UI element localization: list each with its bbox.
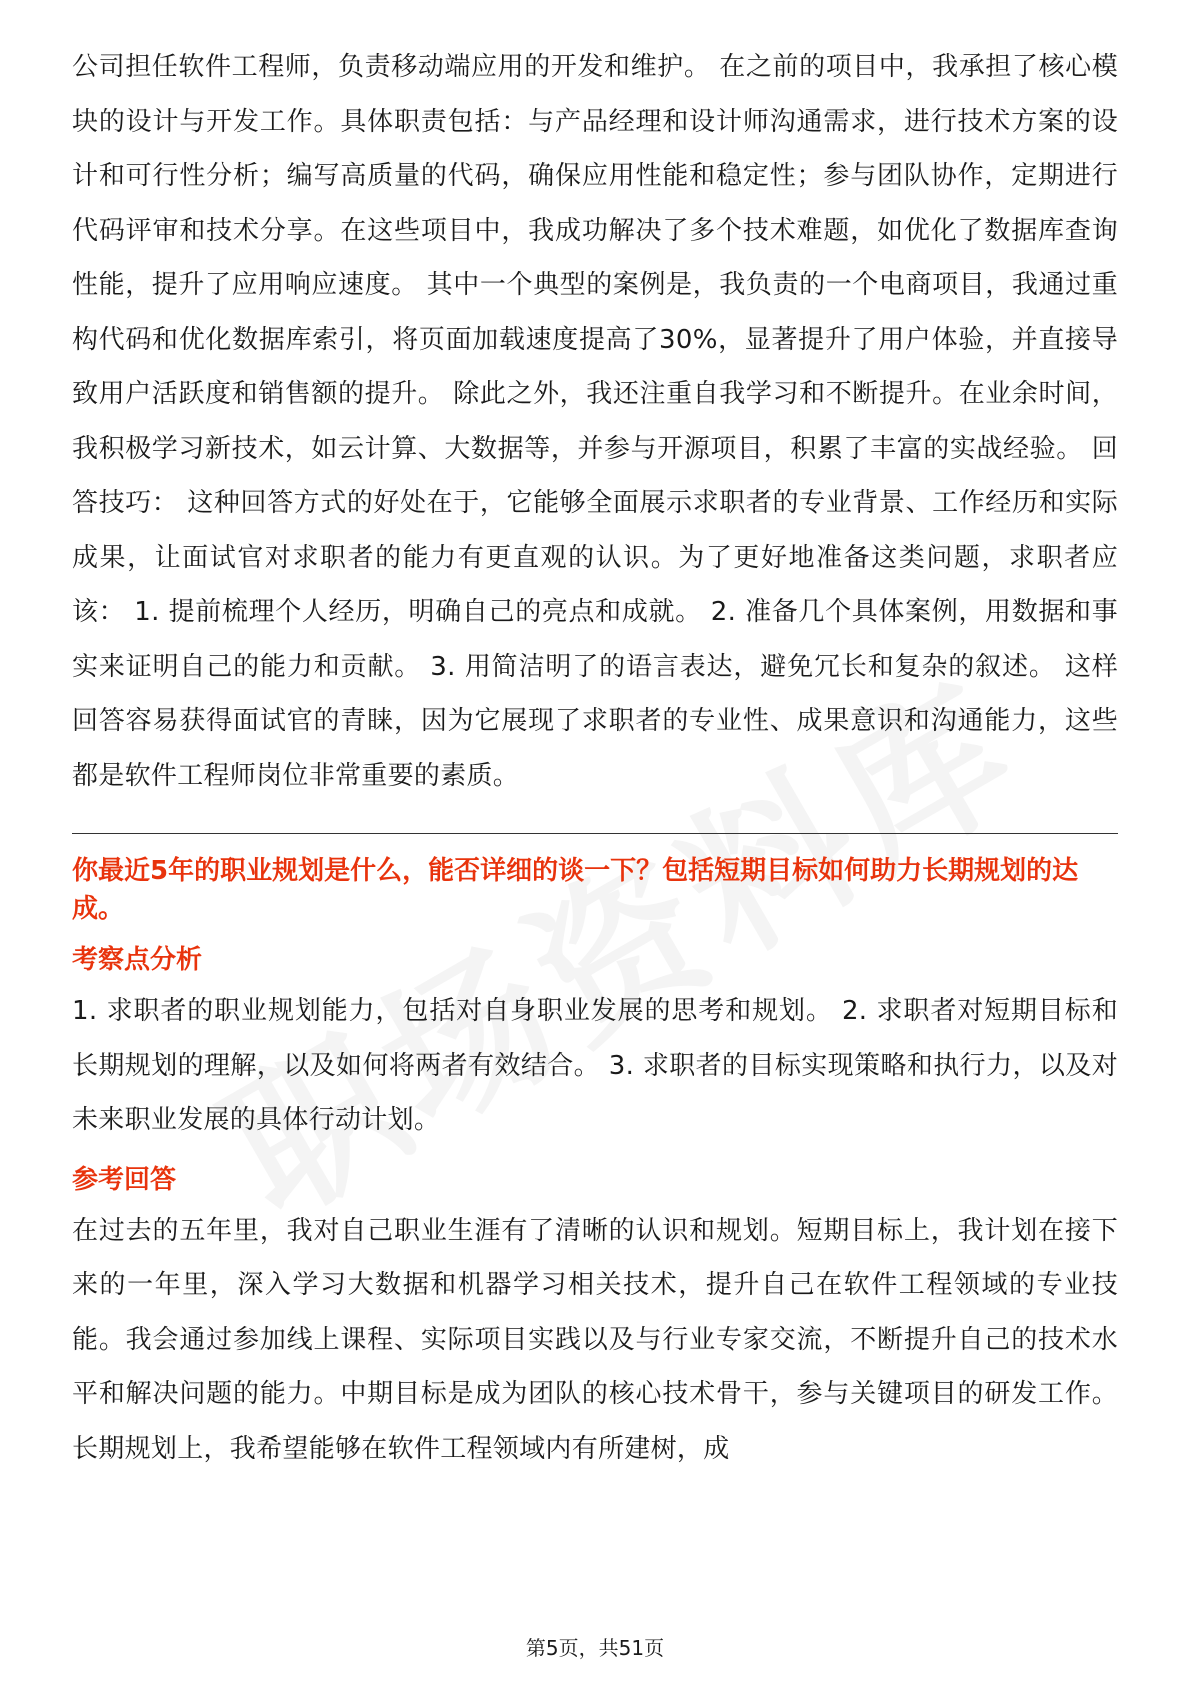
reference-heading: 参考回答 (72, 1164, 177, 1195)
reference-body: 在过去的五年里，我对自己职业生涯有了清晰的认识和规划。短期目标上，我计划在接下来的一年里，深入学习大数据和机器学习相关技术，提升自己在软件工程领域的专业技能。我会通过参加线上课程、实际项目实践以及与行业专家交流，不断提升自己的技术水平和解决问题的能力。中期目标是成为团队的核心技术骨干，参与关键项目的研发工作。 长期规划上，我希望能够在软件工程领域内有所建树，成 (72, 1215, 1118, 1464)
analysis-heading: 考察点分析 (72, 945, 203, 975)
analysis-section (72, 940, 1118, 1148)
analysis-body: 1. 求职者的职业规划能力，包括对自身职业发展的思考和规划。 2. 求职者对短期目标和长期规划的理解，以及如何将两者有效结合。 3. 求职者的目标实现策略和执行力，以及对未来职业发展的具体行动计划。 (72, 996, 1118, 1135)
reference-section (72, 1160, 1118, 1477)
interview-question: 你最近5年的职业规划是什么，能否详细的谈一下？包括短期目标如何助力长期规划的达成。 (72, 856, 1079, 924)
page-footer: 第5页，共51页 (525, 1636, 665, 1660)
document-page (72, 40, 1118, 1476)
intro-paragraph: 公司担任软件工程师，负责移动端应用的开发和维护。 在之前的项目中，我承担了核心模块的设计与开发工作。具体职责包括：与产品经理和设计师沟通需求，进行技术方案的设计和可行性分析；编写高质量的代码，确保应用性能和稳定性；参与团队协作，定期进行代码评审和技术分享。在这些项目中，我成功解决了多个技术难题，如优化了数据库查询性能，提升了应用响应速度。 其中一个典型的案例是，我负责的一个电商项目，我通过重构代码和优化数据库索引，将页面加载速度提高了30%，显著提升了用户体验，并直接导致用户活跃度和销售额的提升。 除此之外，我还注重自我学习和不断提升。在业余时间，我积极学习新技术，如云计算、大数据等，并参与开源项目，积累了丰富的实战经验。 回答技巧： 这种回答方式的好处在于，它能够全面展示求职者的专业背景、工作经历和实际成果，让面试官对求职者的能力有更直观的认识。为了更好地准备这类问题，求职者应该： 1. 提前梳理个人经历，明确自己的亮点和成就。 2. 准备几个具体案例，用数据和事实来证明自己的能力和贡献。 3. 用简洁明了的语言表达，避免冗长和复杂的叙述。 这样回答容易获得面试官的青睐，因为它展现了求职者的专业性、成果意识和沟通能力，这些都是软件工程师岗位非常重要的素质。 (72, 52, 1118, 791)
section-divider (72, 833, 1118, 834)
